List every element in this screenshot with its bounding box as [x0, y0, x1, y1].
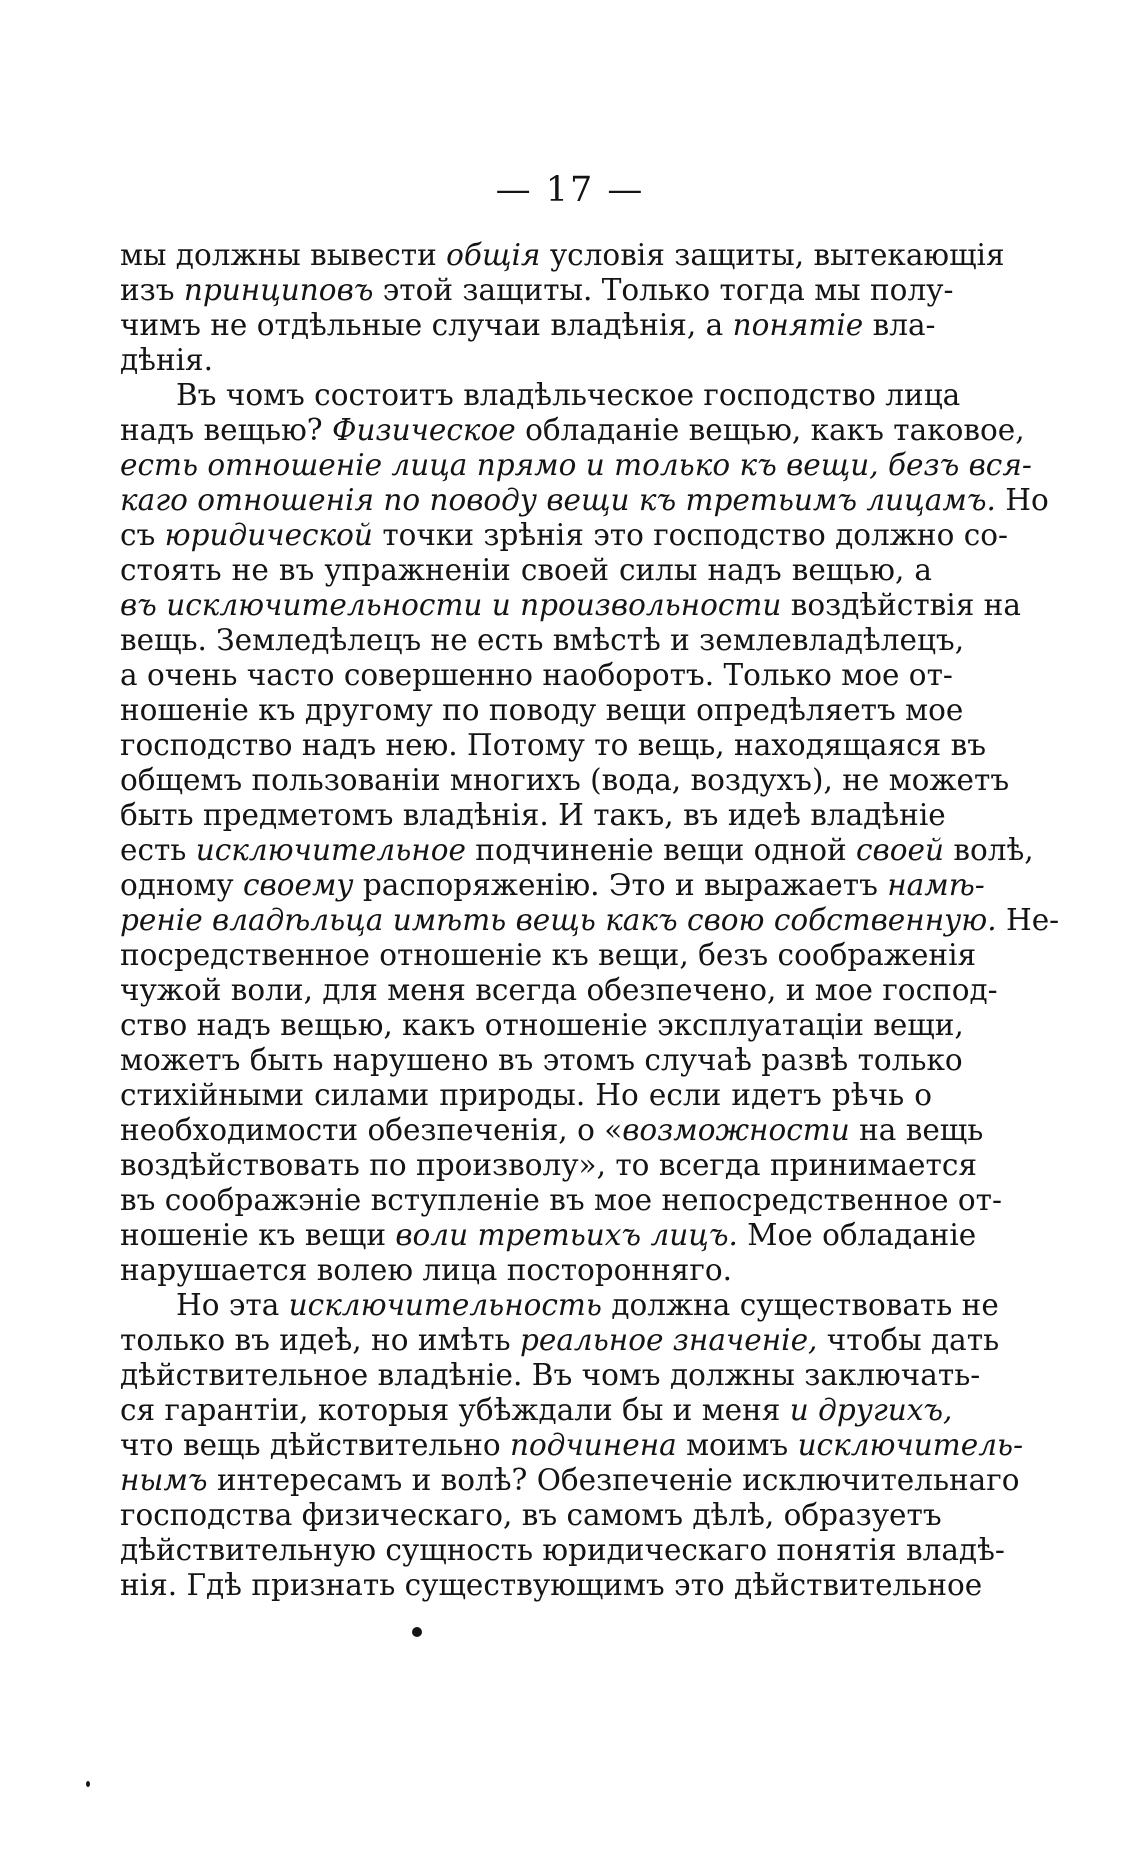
- italic-run: общія: [446, 238, 541, 272]
- text-run: интересамъ и волѣ? Обезпеченіе исключительнаго: [207, 1463, 1020, 1497]
- italic-run: каго отношенія по поводу вещи къ третьимъ лицамъ.: [120, 483, 996, 517]
- text-line: [120, 868, 985, 903]
- text-run: изъ: [120, 273, 184, 307]
- text-line: [120, 588, 1021, 623]
- text-run: можетъ быть нарушено въ этомъ случаѣ развѣ только: [120, 1043, 963, 1077]
- text-run: стоять не въ упражненіи своей силы надъ вещью, а: [120, 553, 932, 587]
- text-run: стихійными силами природы. Но если идетъ рѣчь о: [120, 1078, 932, 1112]
- text-run: только въ идеѣ, но имѣть: [120, 1323, 520, 1357]
- text-run: этой защиты. Только тогда мы полу-: [373, 273, 954, 307]
- italic-run: нымъ: [120, 1463, 208, 1497]
- text-line: [120, 343, 932, 378]
- text-line: [120, 658, 953, 693]
- text-line: [120, 1078, 932, 1113]
- text-line: [120, 1393, 953, 1428]
- text-line: [120, 1533, 1005, 1568]
- text-line: [120, 1498, 942, 1533]
- page-number: — 17 —: [495, 170, 645, 210]
- text-line: [120, 763, 1010, 798]
- italic-run: возможности: [622, 1113, 850, 1147]
- text-run: надъ вещью?: [120, 413, 332, 447]
- italic-run: Физическое: [332, 413, 516, 447]
- text-line: [120, 413, 1025, 448]
- text-line: [120, 693, 964, 728]
- italic-run: есть отношеніе лица прямо и только къ вещи, безъ вся-: [120, 448, 1032, 482]
- text-line: [120, 1428, 1024, 1463]
- text-run: господства физическаго, въ самомъ дѣлѣ, образуетъ: [120, 1498, 942, 1532]
- text-run: волѣ,: [943, 833, 1034, 867]
- text-line: [120, 903, 1060, 938]
- text-run: на вещь: [849, 1113, 984, 1147]
- text-run: ношеніе къ вещи: [120, 1218, 396, 1252]
- text-line: [120, 1463, 1020, 1498]
- text-line: [120, 1253, 932, 1288]
- paragraph: [120, 238, 1005, 378]
- text-run: чужой воли, для меня всегда обезпечено, и мое господ-: [120, 973, 998, 1007]
- text-run: ся гарантіи, которыя убѣждали бы и меня: [120, 1393, 790, 1427]
- text-line: [120, 553, 932, 588]
- text-run: а очень часто совершенно наоборотъ. Только мое от-: [120, 658, 953, 692]
- text-line: [120, 728, 986, 763]
- text-run: Не-: [996, 903, 1060, 937]
- text-run: ношеніе къ другому по поводу вещи опредѣляетъ мое: [120, 693, 964, 727]
- italic-run: понятіе: [732, 308, 864, 342]
- text-run: условія защиты, вытекающія: [540, 238, 1005, 272]
- italic-run: своей: [856, 833, 944, 867]
- text-line: [120, 1148, 977, 1183]
- italic-run: реальное значеніе,: [520, 1323, 818, 1357]
- italic-run: исключительность: [288, 1288, 602, 1322]
- body-text: [120, 238, 1060, 1603]
- text-run: дѣйствительное владѣніе. Въ чомъ должны заключать-: [120, 1358, 981, 1392]
- text-line: [120, 1288, 999, 1323]
- text-run: должна существовать не: [601, 1288, 999, 1322]
- text-line: [120, 1183, 1002, 1218]
- italic-run: и другихъ,: [789, 1393, 953, 1427]
- text-line: [120, 1113, 984, 1148]
- text-line: [120, 1568, 983, 1603]
- text-line: [120, 798, 946, 833]
- text-run: обладаніе вещью, какъ таковое,: [515, 413, 1025, 447]
- text-run: мы должны вывести: [120, 238, 447, 272]
- text-run: дѣйствительную сущность юридическаго понятія владѣ-: [120, 1533, 1005, 1567]
- text-run: вла-: [863, 308, 936, 342]
- text-line: [120, 448, 1032, 483]
- text-run: нія. Гдѣ признать существующимъ это дѣйствительное: [120, 1568, 983, 1602]
- text-run: Но эта: [176, 1288, 289, 1322]
- text-run: воздѣйствія на: [781, 588, 1021, 622]
- text-line: [120, 483, 1049, 518]
- text-line: [120, 273, 954, 308]
- italic-run: своему: [243, 868, 354, 902]
- italic-run: воли третьихъ лицъ.: [395, 1218, 738, 1252]
- text-run: распоряженію. Это и выражаетъ: [353, 868, 888, 902]
- text-run: моимъ: [676, 1428, 798, 1462]
- text-line: [120, 308, 936, 343]
- text-line: [120, 833, 1034, 868]
- text-line: [120, 1358, 981, 1393]
- text-run: ство надъ вещью, какъ отношеніе эксплуатаціи вещи,: [120, 1008, 964, 1042]
- text-run: чтобы дать: [817, 1323, 1000, 1357]
- text-run: общемъ пользованіи многихъ (вода, воздухъ), не можетъ: [120, 763, 1010, 797]
- paragraph: [120, 1288, 1024, 1603]
- text-line: [120, 1323, 1000, 1358]
- text-line: [120, 238, 1005, 273]
- text-line: [120, 623, 965, 658]
- text-run: чимъ не отдѣльные случаи владѣнія, а: [120, 308, 733, 342]
- text-line: [120, 378, 961, 413]
- text-line: [120, 973, 998, 1008]
- text-run: что вещь дѣйствительно: [120, 1428, 510, 1462]
- text-run: быть предметомъ владѣнія. И такъ, въ идеѣ владѣніе: [120, 798, 946, 832]
- text-run: нарушается волею лица посторонняго.: [120, 1253, 732, 1287]
- text-run: въ соображэніе вступленіе въ мое непосредственное от-: [120, 1183, 1002, 1217]
- paragraph: [120, 378, 1060, 1288]
- italic-run: исключитель-: [797, 1428, 1024, 1462]
- italic-run: въ исключительности и произвольности: [120, 588, 782, 622]
- text-run: господство надъ нею. Потому то вещь, находящаяся въ: [120, 728, 986, 762]
- text-line: [120, 1043, 963, 1078]
- text-run: вещь. Земледѣлецъ не есть вмѣстѣ и землевладѣлецъ,: [120, 623, 965, 657]
- text-line: [120, 1008, 964, 1043]
- text-run: необходимости обезпеченія, о «: [120, 1113, 623, 1147]
- italic-run: принциповъ: [183, 273, 374, 307]
- italic-run: намѣ-: [887, 868, 985, 902]
- text-run: одному: [120, 868, 244, 902]
- ink-speck: [86, 1781, 90, 1787]
- text-run: дѣнія.: [120, 343, 214, 377]
- text-run: Но: [995, 483, 1049, 517]
- italic-run: реніе владѣльца имѣть вещь какъ свою собственную.: [120, 903, 997, 937]
- italic-run: юридической: [164, 518, 373, 552]
- text-line: [120, 938, 977, 973]
- ink-dot: [412, 1627, 422, 1637]
- text-line: [120, 1218, 977, 1253]
- text-run: подчиненіе вещи одной: [465, 833, 857, 867]
- text-run: съ: [120, 518, 165, 552]
- text-run: посредственное отношеніе къ вещи, безъ соображенія: [120, 938, 977, 972]
- text-run: Мое обладаніе: [737, 1218, 977, 1252]
- text-line: [120, 518, 1008, 553]
- text-run: есть: [120, 833, 196, 867]
- text-run: точки зрѣнія это господство должно со-: [372, 518, 1008, 552]
- italic-run: подчинена: [510, 1428, 677, 1462]
- text-run: Въ чомъ состоитъ владѣльческое господство лица: [176, 378, 961, 412]
- text-run: воздѣйствовать по произволу», то всегда принимается: [120, 1148, 977, 1182]
- italic-run: исключительное: [195, 833, 466, 867]
